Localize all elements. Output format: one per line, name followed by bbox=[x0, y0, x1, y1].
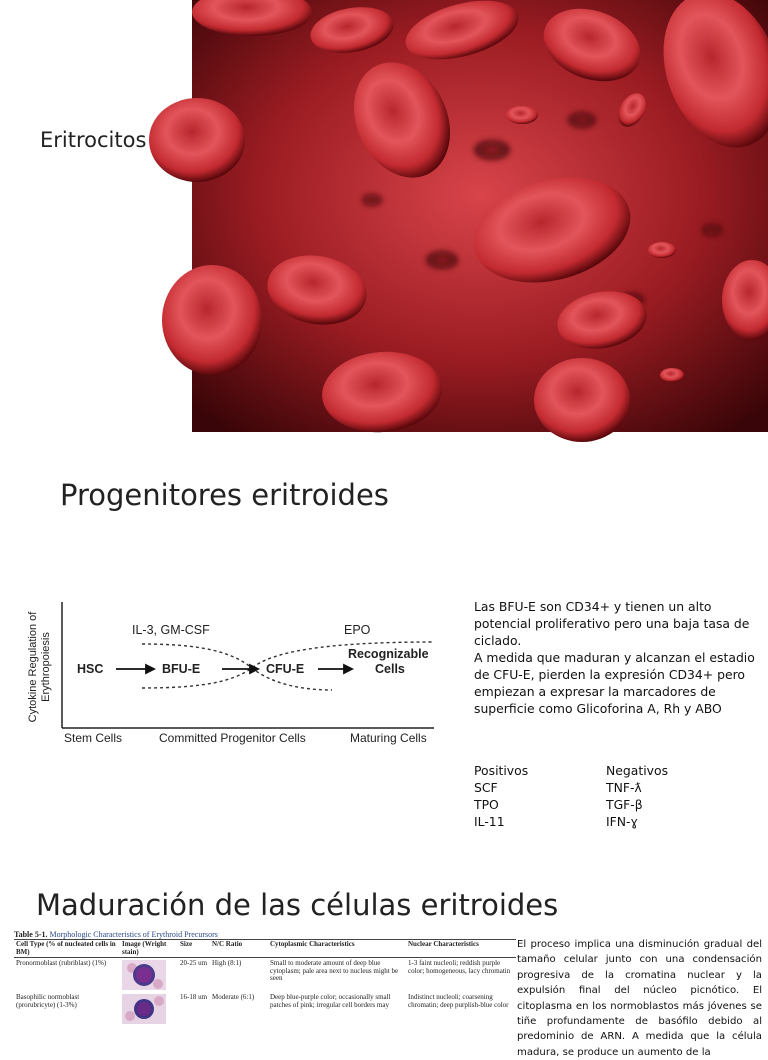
cell-cytoplasmic: Small to moderate amount of deep blue cytoplasm; pale area next to nucleus might be seen bbox=[270, 959, 399, 983]
cytokine-regulation-diagram bbox=[22, 592, 442, 752]
slide1-title: Eritrocitos bbox=[40, 128, 147, 152]
cell-nc-ratio: High (8:1) bbox=[212, 959, 242, 968]
stage-recognizable-line2: Cells bbox=[375, 662, 405, 676]
table-caption bbox=[14, 930, 516, 939]
header-size: Size bbox=[178, 940, 210, 958]
positive-item: TPO bbox=[474, 797, 499, 812]
epo-label: EPO bbox=[344, 623, 371, 637]
cell-type: Basophilic normoblast (prorubricyte) (1-3%) bbox=[16, 993, 80, 1009]
maturation-paragraph: El proceso implica una disminución gradual del tamaño celular junto con una condensación progresiva de la cromatina nuclear y la expulsión final del núcleo picnótico. El citoplasma en los normoblastos más jóvenes se tiñe profundamente de basófilo debido al predominio de ARN. A medida que la célula madura, se produce un aumento de la bbox=[517, 939, 762, 1058]
stage-cfue: CFU-E bbox=[266, 662, 305, 676]
header-image: Image (Wright stain) bbox=[120, 940, 178, 958]
positive-regulators-list bbox=[474, 762, 528, 830]
progenitor-description bbox=[474, 598, 764, 717]
cell-nc-ratio: Moderate (6:1) bbox=[212, 993, 255, 1002]
erythroid-precursors-table bbox=[14, 930, 516, 1024]
y-axis-label-line1: Cytokine Regulation of bbox=[27, 611, 39, 723]
header-cell-type: Cell Type (% of nucleated cells in BM) bbox=[14, 940, 120, 958]
header-nc-ratio: N/C Ratio bbox=[210, 940, 268, 958]
cell-image bbox=[120, 958, 178, 993]
slide2-title: Progenitores eritroides bbox=[60, 478, 389, 512]
positive-item: IL-11 bbox=[474, 814, 505, 829]
slide3-title: Maduración de las células eritroides bbox=[36, 888, 559, 922]
cell-nuclear: 1-3 faint nucleoli; reddish purple color; homogeneous, lacy chromatin bbox=[408, 959, 511, 975]
stage-arrows bbox=[116, 665, 352, 673]
x-label-committed: Committed Progenitor Cells bbox=[159, 731, 306, 745]
negative-item: TGF-β bbox=[606, 797, 643, 812]
red-blood-cells-image bbox=[192, 0, 768, 432]
y-axis-label-line2: Erythropoiesis bbox=[40, 632, 52, 702]
table-caption-text: Morphologic Characteristics of Erythroid Precursors bbox=[47, 930, 218, 939]
negative-item: IFN-ɣ bbox=[606, 814, 638, 829]
x-label-maturing: Maturing Cells bbox=[350, 731, 427, 745]
cell-nuclear: Indistinct nucleoli; coarsening chromatin; deep purplish-blue color bbox=[408, 993, 509, 1009]
stage-hsc: HSC bbox=[77, 662, 104, 676]
stage-bfue: BFU-E bbox=[162, 662, 201, 676]
negative-regulators-list bbox=[606, 762, 668, 830]
positives-header: Positivos bbox=[474, 763, 529, 778]
pronormoblast-micrograph bbox=[122, 960, 166, 990]
header-cytoplasmic: Cytoplasmic Characteristics bbox=[268, 940, 406, 958]
stage-recognizable-line1: Recognizable bbox=[348, 647, 429, 661]
cell-cytoplasmic: Deep blue-purple color; occasionally small patches of pink; irregular cell borders may bbox=[270, 993, 391, 1009]
cell-image bbox=[120, 992, 178, 1026]
cell-size: 20-25 um bbox=[180, 959, 208, 968]
negatives-header: Negativos bbox=[606, 763, 669, 778]
cell-type: Pronormoblast (rubriblast) (1%) bbox=[16, 959, 107, 968]
positive-item: SCF bbox=[474, 780, 498, 795]
cell-size: 16-18 um bbox=[180, 993, 208, 1002]
x-label-stem-cells: Stem Cells bbox=[64, 731, 123, 745]
basophilic-normoblast-micrograph bbox=[122, 994, 166, 1024]
negative-item: TNF-ƛ bbox=[606, 780, 642, 795]
table-row bbox=[14, 958, 516, 993]
table-caption-number: Table 5-1. bbox=[14, 930, 48, 939]
description-paragraph-2: A medida que maduran y alcanzan el estadio de CFU-E, pierden la expresión CD34+ pero empiezan a expresar la marcadores de superficie como Glicoforina A, Rh y ABO bbox=[474, 650, 755, 716]
red-blood-cells-illustration bbox=[192, 0, 768, 432]
header-nuclear: Nuclear Characteristics bbox=[406, 940, 516, 958]
early-cytokines-label: IL-3, GM-CSF bbox=[132, 623, 210, 637]
table-row bbox=[14, 992, 516, 1026]
description-paragraph-1: Las BFU-E son CD34+ y tienen un alto potencial proliferativo pero una baja tasa de ciclado. bbox=[474, 599, 750, 648]
